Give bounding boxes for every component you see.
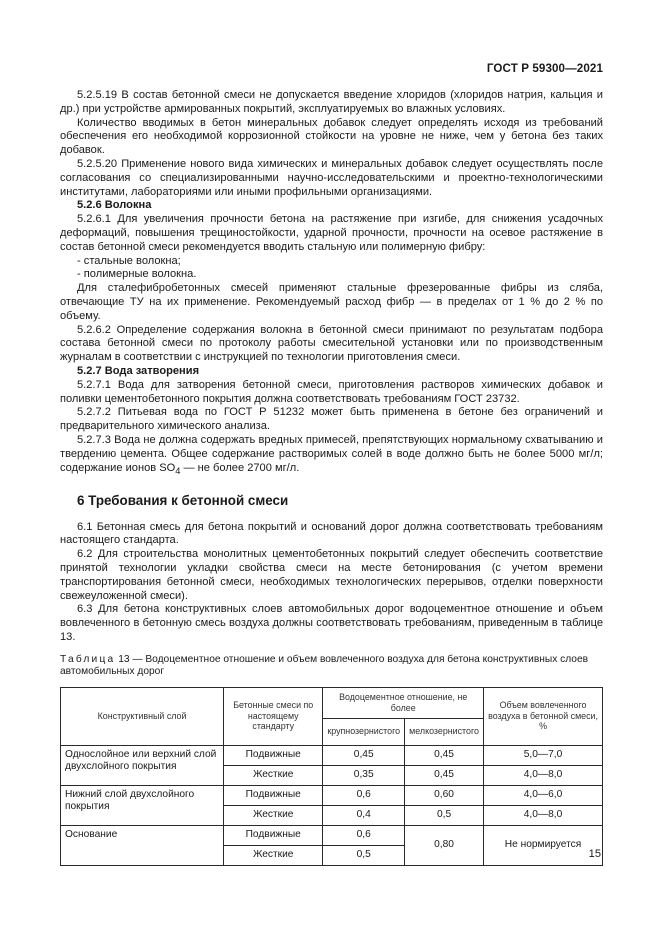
table-row — [61, 745, 603, 765]
table-caption-label: Таблица — [60, 653, 116, 665]
fiber-list — [60, 255, 603, 283]
cell-air: 4,0—8,0 — [484, 765, 603, 785]
paragraph-5-2-5-20: 5.2.5.20 Применение нового вида химических и минеральных добавок следует осуществлять после согласования со специализированными научно-исследовательскими и проектно-технологическими институтами, лабораториями или иными профильными организациями. — [60, 157, 603, 198]
cell-fine: 0,45 — [405, 745, 484, 765]
paragraph-5-2-7-2: 5.2.7.2 Питьевая вода по ГОСТ Р 51232 может быть применена в бетоне без ограничений и предварительного химического анализа. — [60, 406, 603, 433]
cell-air: 4,0—6,0 — [484, 785, 603, 805]
header-mix: Бетонные смеси по настоящему стандарту — [224, 687, 323, 745]
table-row — [61, 785, 603, 805]
header-layer: Конструктивный слой — [61, 687, 224, 745]
heading-5-2-7: 5.2.7 Вода затворения — [77, 364, 200, 377]
cell-layer: Нижний слой двухслойного покрытия — [61, 785, 224, 825]
section-6-title: 6 Требования к бетонной смеси — [77, 492, 289, 508]
cell-fine: 0,5 — [405, 805, 484, 825]
paragraph-6-3: 6.3 Для бетона конструктивных слоев автомобильных дорог водоцементное отношение и объем вовлеченного в бетонную смесь воздуха должны соответствовать требованиям, приведенным в таблице 13. — [60, 603, 603, 643]
cell-mix: Жесткие — [224, 765, 323, 785]
heading-5-2-6: 5.2.6 Волокна — [77, 199, 152, 212]
paragraph-5-2-6-2: 5.2.6.2 Определение содержания волокна в бетонной смеси принимают по результатам подбора состава бетонной смеси по протоколу работы смесительной установки или по производственным журналам в соответствии с инструкцией по технологии приготовления смеси. — [60, 323, 603, 364]
cell-air: 4,0—8,0 — [484, 805, 603, 825]
table-13 — [60, 687, 603, 866]
cell-coarse: 0,35 — [323, 765, 405, 785]
paragraph-5-2-7-1: 5.2.7.1 Вода для затворения бетонной смеси, приготовления растворов химических добавок и поливки цементобетонного покрытия должна соответствовать требованиям ГОСТ 23732. — [60, 378, 603, 405]
document-code: ГОСТ Р 59300—2021 — [486, 62, 603, 75]
paragraph-5-2-7-3 — [60, 434, 603, 479]
cell-fine: 0,80 — [405, 825, 484, 865]
cell-mix: Жесткие — [224, 805, 323, 825]
list-item: - стальные волокна; — [77, 255, 603, 269]
cell-air: 5,0—7,0 — [484, 745, 603, 765]
table-row — [61, 825, 603, 845]
header-fine: мелкозернистого — [405, 718, 484, 745]
cell-mix: Подвижные — [224, 745, 323, 765]
cell-coarse: 0,5 — [323, 845, 405, 865]
header-coarse: крупнозернистого — [323, 718, 405, 745]
paragraph-steel-fiber: Для сталефибробетонных смесей применяют стальные фрезерованные фибры из сляба, отвечающие ТУ на их применение. Рекомендуемый расход фибр — в пределах от 1 % до 2 % по объему. — [60, 282, 603, 322]
paragraph-5-2-7-3-tail: — не более 2700 мг/л. — [180, 461, 300, 474]
cell-mix: Жесткие — [224, 845, 323, 865]
cell-coarse: 0,4 — [323, 805, 405, 825]
cell-coarse: 0,45 — [323, 745, 405, 765]
cell-mix: Подвижные — [224, 825, 323, 845]
sulfate-subscript: 4 — [175, 465, 181, 476]
cell-coarse: 0,6 — [323, 785, 405, 805]
list-item: - полимерные волокна. — [77, 268, 603, 282]
cell-layer: Основание — [61, 825, 224, 865]
cell-layer: Однослойное или верхний слой двухслойного покрытия — [61, 745, 224, 785]
table-header-row — [61, 687, 603, 718]
paragraph-6-1: 6.1 Бетонная смесь для бетона покрытий и оснований дорог должна соответствовать требованиям настоящего стандарта. — [60, 520, 603, 547]
paragraph-mineral-additives: Количество вводимых в бетон минеральных добавок следует определять исходя из требований обеспечения его необходимой коррозионной стойкости на уровне не ниже, чем у бетона без таких добавок. — [60, 116, 603, 157]
cell-mix: Подвижные — [224, 785, 323, 805]
paragraph-5-2-5-19: 5.2.5.19 В состав бетонной смеси не допускается введение хлоридов (хлоридов натрия, кальция и др.) при устройстве армированных покрытий, эксплуатируемых во влажных условиях. — [60, 89, 603, 115]
cell-fine: 0,45 — [405, 765, 484, 785]
cell-fine: 0,60 — [405, 785, 484, 805]
paragraph-5-2-6-1: 5.2.6.1 Для увеличения прочности бетона на растяжение при изгибе, для снижения усадочных деформаций, повышения трещиностойкости, ударной прочности, прочности на осевое растяжение в состав бетонной смеси рекомендуется вводить стальную или полимерную фибру: — [60, 213, 603, 253]
table-13-caption — [60, 654, 603, 679]
paragraph-5-2-7-3-main: 5.2.7.3 Вода не должна содержать вредных примесей, препятствующих нормальному схватыванию и твердению цемента. Общее содержание растворимых солей в воде должно быть не более 5000 мг/л; содержание ионов SO — [60, 433, 603, 474]
page-number: 15 — [588, 848, 601, 860]
page-content — [60, 89, 603, 866]
cell-coarse: 0,6 — [323, 825, 405, 845]
header-wc-group: Водоцементное отношение, не более — [323, 687, 484, 718]
table-caption-text: 13 — Водоцементное отношение и объем вовлеченного воздуха для бетона конструктивных слоев автомобильных дорог — [60, 653, 589, 678]
cell-air: Не нормируется — [484, 825, 603, 865]
header-air: Объем вовлеченного воздуха в бетонной смеси, % — [484, 687, 603, 745]
paragraph-6-2: 6.2 Для строительства монолитных цементобетонных покрытий следует обеспечить соответствие принятой технологии укладки свойства смеси на месте бетонирования (с учетом времени транспортирования бетонной смеси, необходимых технологических перерывов, отделки поверхности свежеуложенной смеси). — [60, 548, 603, 602]
